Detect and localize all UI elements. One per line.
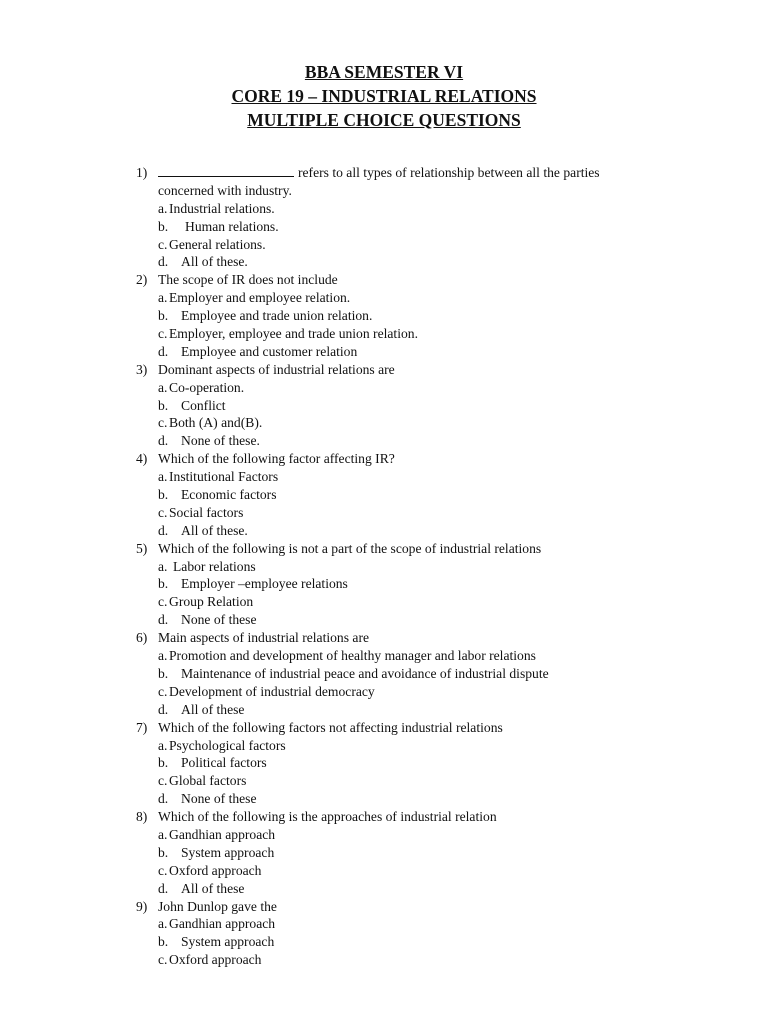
- option-text: Gandhian approach: [169, 916, 276, 932]
- question-text-wrap: [158, 450, 395, 468]
- question-list: [0, 164, 768, 969]
- option-letter: a.: [158, 737, 168, 753]
- option-letter: c.: [158, 773, 168, 789]
- question-text: Which of the following factors not affecting industrial relations: [158, 719, 503, 735]
- question-number: 7): [136, 719, 148, 735]
- option-text: Oxford approach: [169, 862, 262, 878]
- doc-title-semester: BBA SEMESTER VI: [304, 62, 464, 82]
- option-letter: a.: [158, 648, 168, 664]
- answer-option: [0, 701, 768, 719]
- option-text: Promotion and development of healthy manager and labor relations: [169, 648, 536, 664]
- option-text: Development of industrial democracy: [169, 683, 375, 699]
- option-letter: d.: [158, 522, 169, 538]
- answer-option: [0, 611, 768, 629]
- option-letter: b.: [158, 487, 169, 503]
- question-item: [0, 808, 768, 826]
- option-letter: b.: [158, 665, 169, 681]
- answer-option: [0, 790, 768, 808]
- option-text: Maintenance of industrial peace and avoidance of industrial dispute: [181, 665, 549, 681]
- option-text: Human relations.: [185, 218, 279, 234]
- answer-option: [0, 575, 768, 593]
- question-text-wrap: [158, 271, 338, 289]
- answer-option: [0, 593, 768, 611]
- answer-option: [0, 951, 768, 969]
- answer-option: [0, 468, 768, 486]
- option-text: General relations.: [169, 236, 266, 252]
- answer-option: [0, 343, 768, 361]
- option-letter: a.: [158, 379, 168, 395]
- option-text: Employee and trade union relation.: [181, 308, 373, 324]
- answer-option: [0, 844, 768, 862]
- question-number: 6): [136, 630, 148, 646]
- answer-option: [0, 325, 768, 343]
- question-item: [0, 164, 768, 182]
- option-text: Both (A) and(B).: [169, 415, 263, 431]
- question-text-continued: concerned with industry.: [158, 182, 292, 198]
- question-number: 4): [136, 451, 148, 467]
- answer-option: [0, 236, 768, 254]
- answer-option: [0, 665, 768, 683]
- option-text: Employer –employee relations: [181, 576, 348, 592]
- answer-option: [0, 522, 768, 540]
- question-number: 2): [136, 272, 148, 288]
- option-letter: a.: [158, 558, 168, 574]
- answer-option: [0, 558, 768, 576]
- option-text: None of these: [181, 612, 257, 628]
- question-item: [0, 629, 768, 647]
- answer-option: [0, 200, 768, 218]
- option-text: All of these: [181, 880, 245, 896]
- option-letter: c.: [158, 952, 168, 968]
- question-text: refers to all types of relationship between all the parties: [298, 165, 600, 180]
- option-letter: d.: [158, 791, 169, 807]
- question-text-wrap: [158, 898, 277, 916]
- option-text: Labor relations: [173, 558, 256, 574]
- option-text: Co-operation.: [169, 379, 245, 395]
- option-letter: c.: [158, 326, 168, 342]
- answer-option: [0, 486, 768, 504]
- option-text: Psychological factors: [169, 737, 286, 753]
- answer-option: [0, 289, 768, 307]
- option-text: Employee and customer relation: [181, 343, 358, 359]
- option-letter: c.: [158, 594, 168, 610]
- option-letter: b.: [158, 218, 169, 234]
- option-letter: a.: [158, 916, 168, 932]
- question-text: Which of the following is the approaches of industrial relation: [158, 809, 497, 825]
- option-letter: c.: [158, 236, 168, 252]
- answer-option: [0, 414, 768, 432]
- option-letter: d.: [158, 880, 169, 896]
- answer-option: [0, 397, 768, 415]
- option-text: Group Relation: [169, 594, 254, 610]
- question-text: The scope of IR does not include: [158, 272, 338, 288]
- option-letter: a.: [158, 826, 168, 842]
- option-text: System approach: [181, 844, 275, 860]
- question-item: [0, 719, 768, 737]
- answer-option: [0, 737, 768, 755]
- answer-option: [0, 862, 768, 880]
- option-text: Institutional Factors: [169, 469, 279, 485]
- option-letter: c.: [158, 415, 168, 431]
- question-text-wrap: [158, 361, 395, 379]
- option-letter: c.: [158, 862, 168, 878]
- question-number: 8): [136, 809, 148, 825]
- answer-option: [0, 754, 768, 772]
- question-text-wrap: [158, 164, 600, 182]
- question-text: John Dunlop gave the: [158, 898, 277, 914]
- question-number: 5): [136, 540, 148, 556]
- doc-title-course: CORE 19 – INDUSTRIAL RELATIONS: [231, 86, 537, 106]
- question-number: 9): [136, 898, 148, 914]
- option-text: None of these.: [181, 433, 260, 449]
- question-item: [0, 450, 768, 468]
- option-text: System approach: [181, 934, 275, 950]
- option-letter: d.: [158, 701, 169, 717]
- question-text-wrap: [158, 629, 369, 647]
- doc-title-section: MULTIPLE CHOICE QUESTIONS: [247, 110, 521, 130]
- answer-option: [0, 915, 768, 933]
- option-letter: c.: [158, 683, 168, 699]
- option-letter: b.: [158, 397, 169, 413]
- question-number: 1): [136, 165, 148, 180]
- option-letter: b.: [158, 755, 169, 771]
- option-text: Employer and employee relation.: [169, 290, 351, 306]
- option-text: Social factors: [169, 504, 244, 520]
- option-text: Oxford approach: [169, 952, 262, 968]
- option-letter: a.: [158, 469, 168, 485]
- option-letter: d.: [158, 433, 169, 449]
- question-item: [0, 540, 768, 558]
- option-letter: b.: [158, 844, 169, 860]
- option-text: None of these: [181, 791, 257, 807]
- fill-in-blank: [158, 164, 294, 177]
- option-text: Global factors: [169, 773, 247, 789]
- option-letter: b.: [158, 576, 169, 592]
- question-text-wrap: [158, 808, 497, 826]
- option-text: Industrial relations.: [169, 200, 275, 216]
- option-text: All of these.: [181, 522, 248, 538]
- option-text: Economic factors: [181, 487, 277, 503]
- question-text: Dominant aspects of industrial relations are: [158, 361, 395, 377]
- answer-option: [0, 504, 768, 522]
- question-number: 3): [136, 361, 148, 377]
- question-text-wrap: [158, 540, 541, 558]
- option-letter: b.: [158, 308, 169, 324]
- question-text: Which of the following is not a part of the scope of industrial relations: [158, 540, 542, 556]
- option-letter: d.: [158, 343, 169, 359]
- option-text: All of these: [181, 701, 245, 717]
- option-text: Employer, employee and trade union relation.: [169, 326, 418, 342]
- answer-option: [0, 307, 768, 325]
- option-text: Political factors: [181, 755, 267, 771]
- answer-option: [0, 218, 768, 236]
- option-text: Conflict: [181, 397, 226, 413]
- answer-option: [0, 432, 768, 450]
- option-text: Gandhian approach: [169, 826, 276, 842]
- option-letter: d.: [158, 254, 169, 270]
- question-item: [0, 361, 768, 379]
- question-text-wrap: [158, 719, 503, 737]
- answer-option: [0, 772, 768, 790]
- answer-option: [0, 683, 768, 701]
- answer-option: [0, 253, 768, 271]
- question-text: Which of the following factor affecting IR?: [158, 451, 395, 467]
- question-text: Main aspects of industrial relations are: [158, 630, 370, 646]
- option-letter: a.: [158, 290, 168, 306]
- answer-option: [0, 933, 768, 951]
- answer-option: [0, 379, 768, 397]
- question-item: [0, 898, 768, 916]
- option-letter: c.: [158, 504, 168, 520]
- option-text: All of these.: [181, 254, 248, 270]
- answer-option: [0, 647, 768, 665]
- option-letter: a.: [158, 200, 168, 216]
- question-item: [0, 271, 768, 289]
- answer-option: [0, 826, 768, 844]
- answer-option: [0, 880, 768, 898]
- option-letter: d.: [158, 612, 169, 628]
- option-letter: b.: [158, 934, 169, 950]
